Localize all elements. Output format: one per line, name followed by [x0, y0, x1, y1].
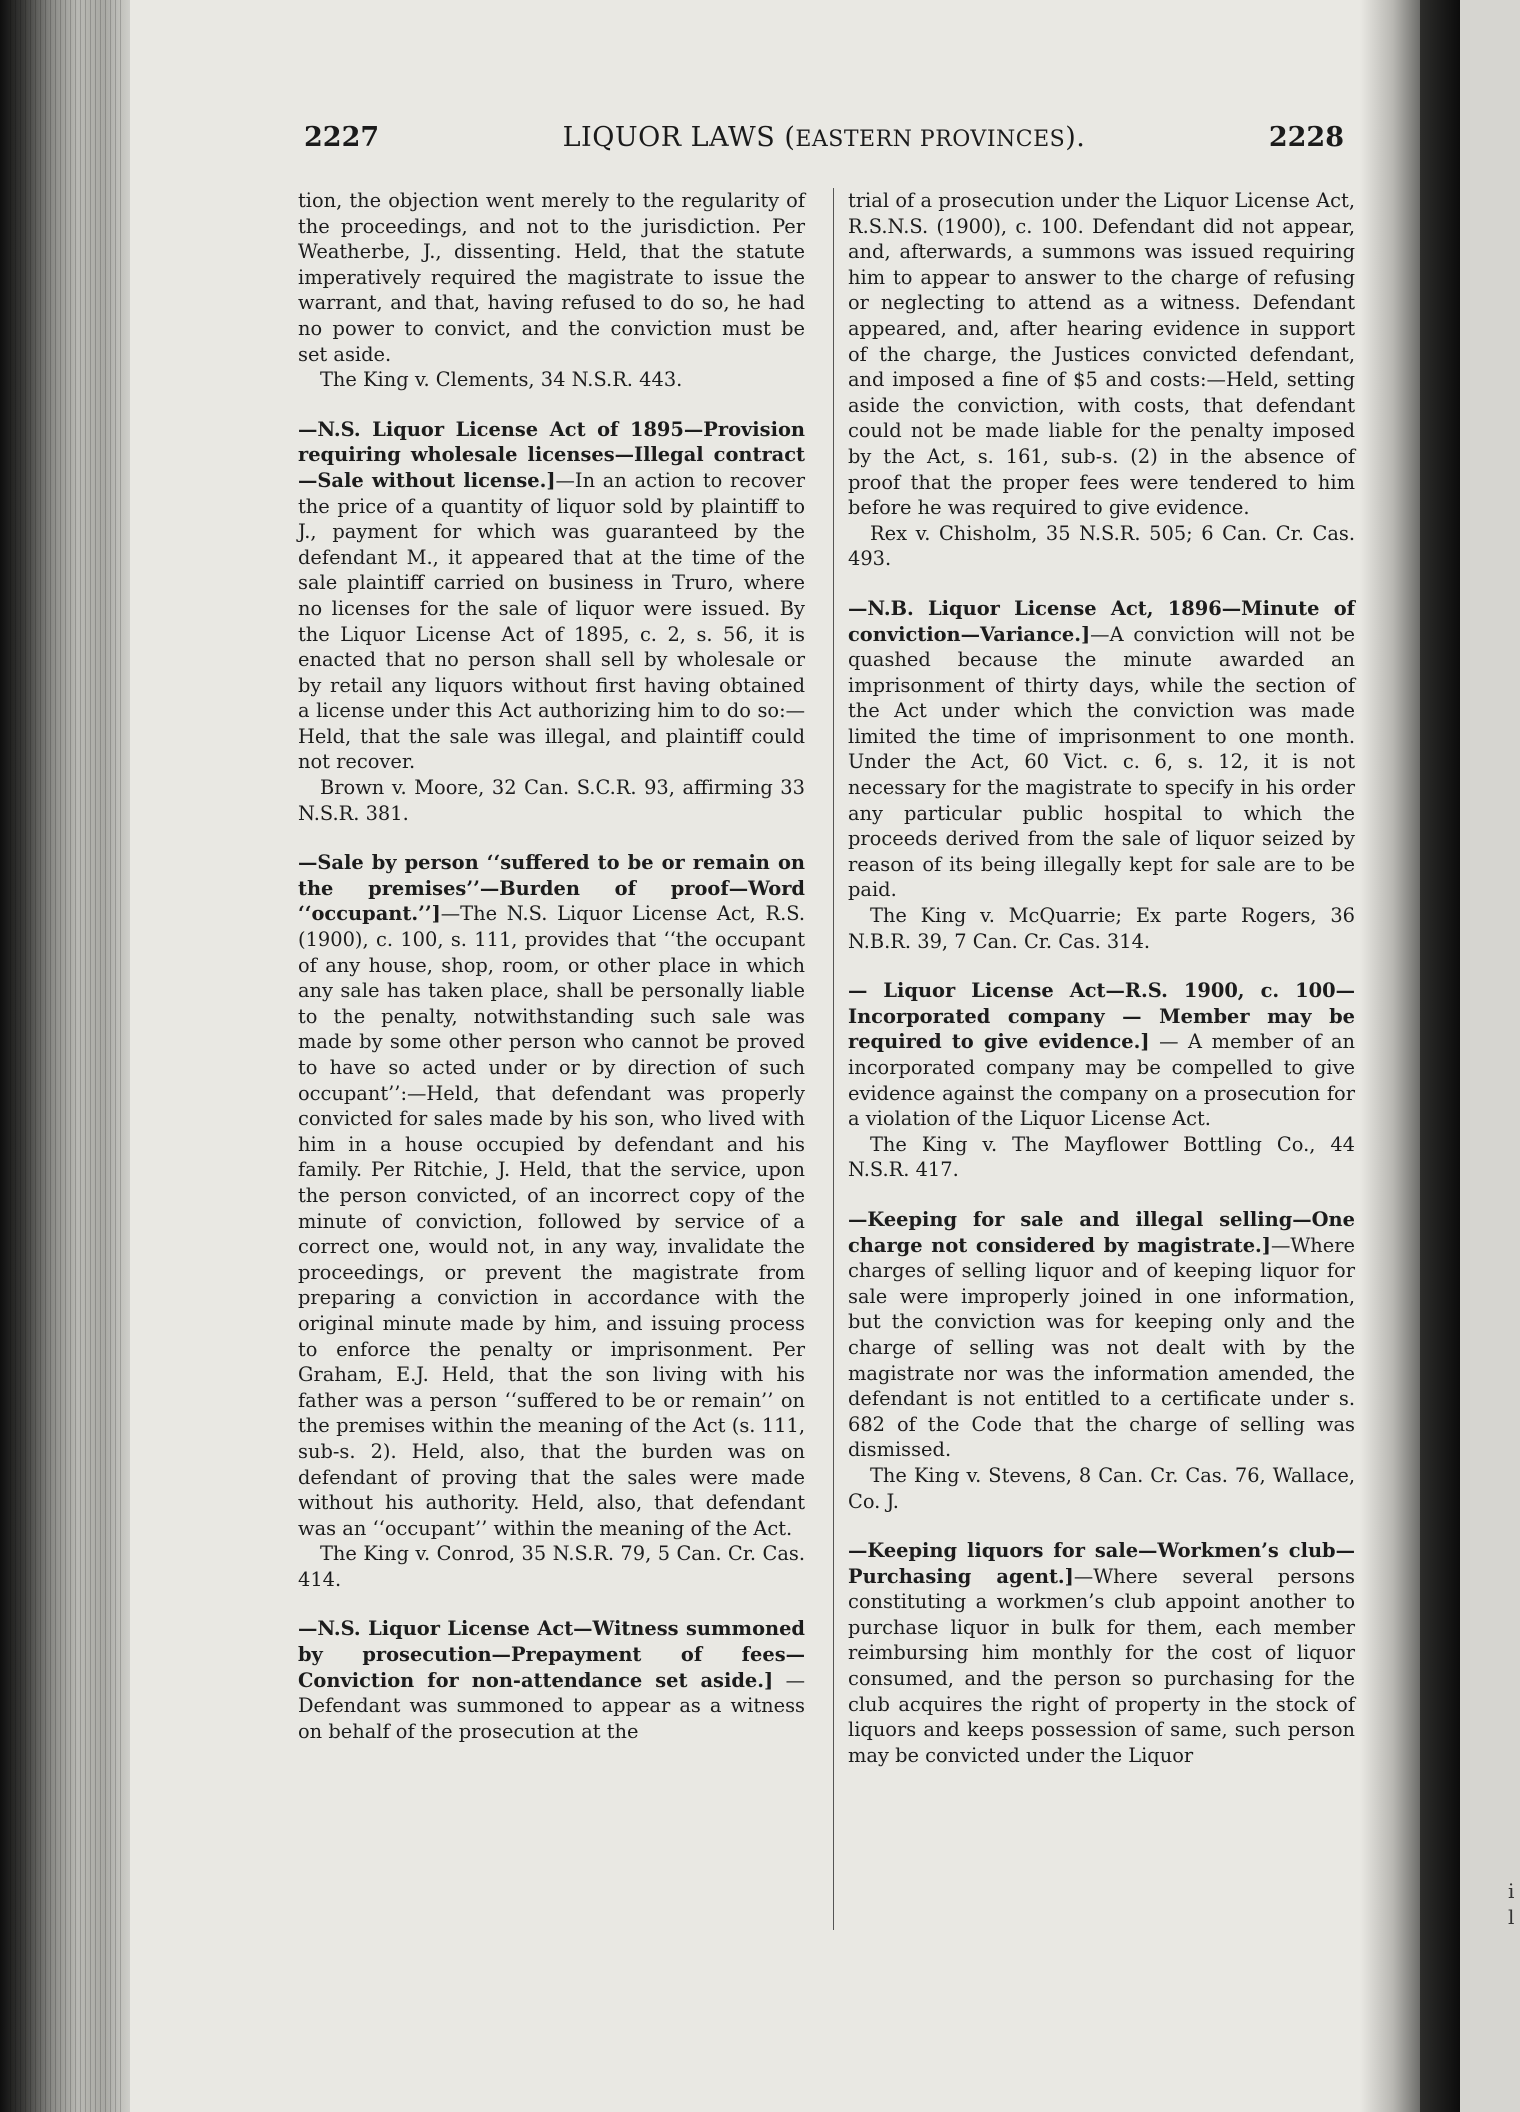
adjacent-page: [1460, 0, 1520, 2112]
fragment-line: l: [1508, 1905, 1515, 1929]
paragraph-gap: [298, 1592, 805, 1616]
citation-text: The King v. The Mayflower Bottling Co., 44 N.S.R. 417.: [848, 1132, 1355, 1182]
running-header: [304, 122, 1344, 162]
book-gutter: [1420, 0, 1460, 2112]
citation-text: The King v. Clements, 34 N.S.R. 443.: [320, 368, 683, 392]
paragraph-text: tion, the objection went merely to the regularity of the proceedings, and not to the jurisdiction. Per Weatherbe, J., dissenting. Held, that the statute imperatively required the magistrate to issue the warrant, and that, having refused to do so, he had no power to convict, and the conviction must be set aside.: [298, 189, 805, 366]
case-entry: [848, 1538, 1355, 1768]
paragraph-gap: [848, 954, 1355, 978]
case-entry: [848, 596, 1355, 903]
entry-heading: —Keeping for sale and illegal selling—One charge not considered by magistrate.]: [848, 1207, 1355, 1257]
case-citation: [848, 521, 1355, 572]
case-entry: [298, 850, 805, 1541]
body-paragraph: [848, 188, 1355, 521]
paragraph-gap: [848, 572, 1355, 596]
citation-text: The King v. Conrod, 35 N.S.R. 79, 5 Can. Cr. Cas. 414.: [298, 1542, 805, 1591]
page-number-left: 2227: [304, 122, 380, 153]
page-number-right: 2228: [1268, 122, 1344, 153]
case-citation: [298, 367, 805, 393]
citation-text: The King v. McQuarrie; Ex parte Rogers, 36 N.B.R. 39, 7 Can. Cr. Cas. 314.: [848, 904, 1355, 953]
page-edge-lines: [10, 0, 125, 2112]
case-entry: [298, 417, 805, 775]
entry-heading: —N.S. Liquor License Act—Witness summoned by prosecution—Prepayment of fees—Conviction for non-attendance set aside.]: [298, 1617, 805, 1692]
entry-text: —Where several persons constituting a workmen’s club appoint another to purchase liquor in bulk for them, each member reimbursing him monthly for the cost of liquor consumed, and the person so purchasing for the club acquires the right of property in the stock of liquors and keeps possession of same, such person may be convicted under the Liquor: [848, 1564, 1355, 1767]
adjacent-page-fragment: [1508, 1878, 1514, 1930]
entry-text: —Defendant was summoned to appear as a witness on behalf of the prosecution at the: [298, 1668, 805, 1743]
entry-heading: —N.S. Liquor License Act of 1895—Provision requiring wholesale licenses—Illegal contract—Sale without license.]: [298, 417, 805, 492]
page-binding-shadow: [1360, 0, 1420, 2112]
citation-text: Brown v. Moore, 32 Can. S.C.R. 93, affirming 33 N.S.R. 381.: [298, 776, 805, 825]
entry-text: — A member of an incorporated company may be compelled to give evidence against the company on a prosecution for a violation of the Liquor License Act.: [848, 1030, 1355, 1131]
title-small-caps: EASTERN PROVINCES: [795, 127, 1066, 152]
title-main: LIQUOR LAWS (: [562, 122, 796, 153]
paragraph-gap: [298, 393, 805, 417]
paragraph-gap: [848, 1183, 1355, 1207]
title-end: ).: [1065, 122, 1086, 153]
citation-text: Rex v. Chisholm, 35 N.S.R. 505; 6 Can. Cr. Cas. 493.: [848, 521, 1355, 571]
running-title: [304, 122, 1344, 153]
left-column: [298, 188, 805, 1744]
right-column: [848, 188, 1355, 1768]
case-entry: [848, 978, 1355, 1132]
entry-heading: —N.B. Liquor License Act, 1896—Minute of conviction—Variance.]: [848, 596, 1355, 646]
case-citation: [848, 1132, 1355, 1183]
column-divider: [833, 188, 834, 1930]
paragraph-text: trial of a prosecution under the Liquor License Act, R.S.N.S. (1900), c. 100. Defendant did not appear, and, afterwards, a summons was issued requiring him to appear to answer to the charge of refusing or neglecting to attend as a witness. Defendant appeared, and, after hearing evidence in support of the charge, the Justices convicted defendant, and imposed a fine of $5 and costs:—Held, setting aside the conviction, with costs, that defendant could not be made liable for the penalty imposed by the Act, s. 161, sub-s. (2) in the absence of proof that the proper fees were tendered to him before he was required to give evidence.: [848, 189, 1355, 520]
entry-text: —A conviction will not be quashed because the minute awarded an imprisonment of thirty days, while the section of the Act under which the conviction was made limited the time of imprisonment to one month. Under the Act, 60 Vict. c. 6, s. 12, it is not necessary for the magistrate to specify in his order any particular public hospital to which the proceeds derived from the sale of liquor seized by reason of its being illegally kept for sale are to be paid.: [848, 622, 1355, 902]
case-citation: [848, 1463, 1355, 1514]
paragraph-gap: [298, 826, 805, 850]
case-entry: [848, 1207, 1355, 1463]
citation-text: The King v. Stevens, 8 Can. Cr. Cas. 76, Wallace, Co. J.: [848, 1463, 1355, 1513]
body-paragraph: [298, 188, 805, 367]
entry-text: —In an action to recover the price of a quantity of liquor sold by plaintiff to J., payment for which was guaranteed by the defendant M., it appeared that at the time of the sale plaintiff carried on business in Truro, where no licenses for the sale of liquor were issued. By the Liquor License Act of 1895, c. 2, s. 56, it is enacted that no person shall sell by wholesale or by retail any liquors without first having obtained a license under this Act authorizing him to do so:—Held, that the sale was illegal, and plaintiff could not recover.: [298, 468, 806, 774]
case-citation: [848, 903, 1355, 954]
entry-heading: —Sale by person ‘‘suffered to be or remain on the premises’’—Burden of proof—Word ‘‘occupant.’’]: [298, 851, 805, 926]
case-entry: [298, 1616, 805, 1744]
entry-heading: — Liquor License Act—R.S. 1900, c. 100—Incorporated company — Member may be required to give evidence.]: [848, 979, 1355, 1054]
entry-text: —Where charges of selling liquor and of keeping liquor for sale were improperly joined in one information, but the conviction was for keeping only and the charge of selling was not dealt with by the magistrate nor was the information amended, the defendant is not entitled to a certificate under s. 682 of the Code that the charge of selling was dismissed.: [848, 1233, 1355, 1462]
entry-text: —The N.S. Liquor License Act, R.S. (1900), c. 100, s. 111, provides that ‘‘the occupant of any house, shop, room, or other place in which any sale has taken place, shall be personally liable to the penalty, notwithstanding such sale was made by some other person who cannot be proved to have so acted under or by direction of such occupant’’:—Held, that defendant was properly convicted for sales made by his son, who lived with him in a house occupied by defendant and his family. Per Ritchie, J. Held, that the service, upon the person convicted, of an incorrect copy of the minute of conviction, followed by service of a correct one, would not, in any way, invalidate the proceedings, or prevent the magistrate from preparing a conviction in accordance with the original minute made by him, and issuing process to enforce the penalty or imprisonment. Per Graham, E.J. Held, that the son living with his father was a person ‘‘suffered to be or remain’’ on the premises within the meaning of the Act (s. 111, sub-s. 2). Held, also, that the burden was on defendant of proving that the sales were made without his authority. Held, also, that defendant was an ‘‘occupant’’ within the meaning of the Act.: [298, 902, 805, 1540]
entry-heading: —Keeping liquors for sale—Workmen’s club—Purchasing agent.]: [848, 1539, 1355, 1588]
paragraph-gap: [848, 1514, 1355, 1538]
case-citation: [298, 775, 805, 826]
case-citation: [298, 1541, 805, 1592]
fragment-line: i: [1508, 1879, 1515, 1903]
